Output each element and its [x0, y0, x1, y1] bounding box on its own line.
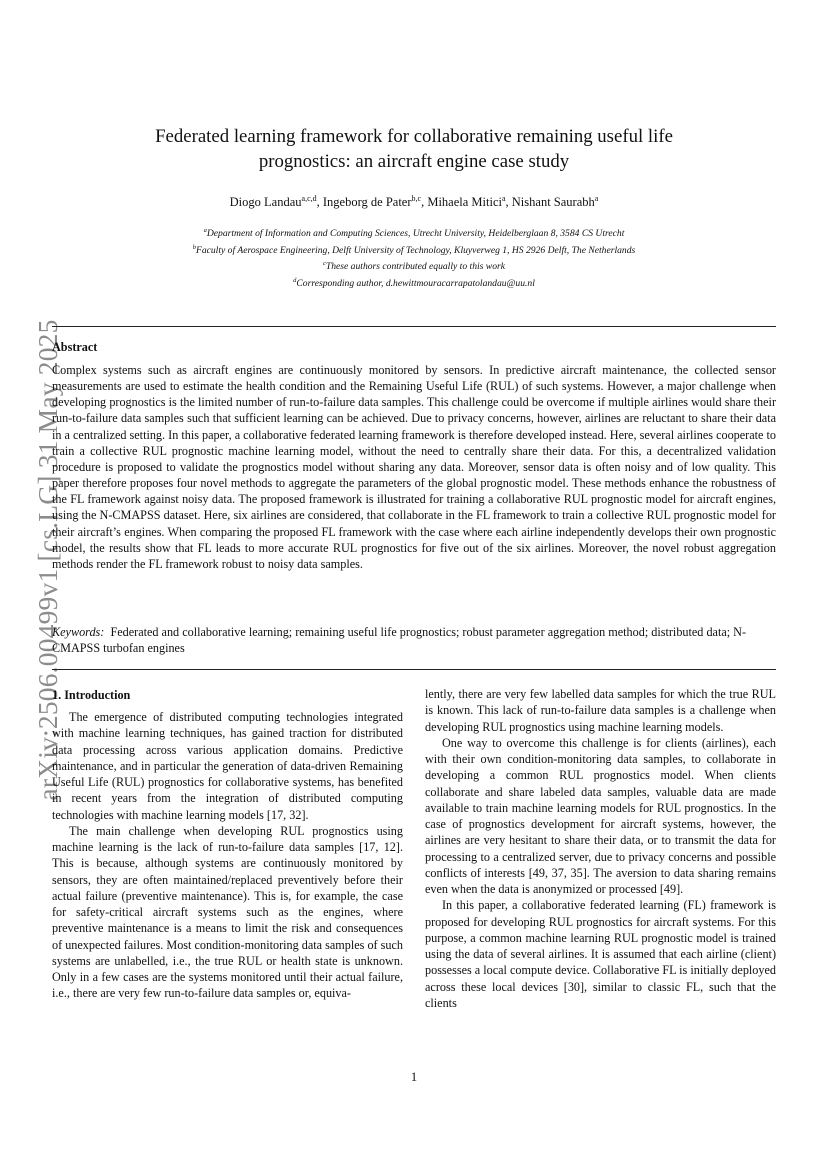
paragraph: The emergence of distributed computing technologies integrated with machine learning techniques, has gained traction for distributed data processing across various application domains. Predictive maintenance, and in particular the generation of data-driven Remaining Useful Life (RUL) prognostics for collaborative systems, has benefited in recent years from the integration of distributed computing technologies with machine learning models [17, 32]. [52, 710, 403, 822]
author-name: Mihaela Mitici [427, 195, 502, 210]
keywords [52, 624, 776, 656]
page-number: 1 [410, 1070, 418, 1084]
author-affil-marker: a,c,d [301, 194, 317, 203]
paragraph: The main challenge when developing RUL prognostics using machine learning is the lack of run-to-failure data samples [17, 12]. This is because, although systems are continuously monitored by sensors, they are often maintained/replaced preventively before their actual failure (preventive maintenance). This is, for example, the case for safety-critical aircraft systems such as the engines, where preventive maintenance is a means to limit the risk and consequences of unexpected failures. Most condition-monitoring data samples of such systems are unlabelled, i.e., the true RUL or health state is unknown. Only in a few cases are the systems monitored until their actual failure, i.e., there are very few run-to-failure data samples or, equiva- [52, 823, 403, 1001]
paragraph: In this paper, a collaborative federated learning (FL) framework is proposed for developing RUL prognostics for aircraft systems. For this purpose, a common machine learning RUL prognostic model is trained using the data of several airlines. It is assumed that each airline (client) possesses a local compute device. Collaborative FL is initially deployed across these local devices [30], similar to classic FL, such that the clients [425, 898, 776, 1010]
author-affil-marker: b,c [411, 194, 422, 203]
top-divider [52, 326, 776, 327]
section-heading: 1. Introduction [52, 688, 131, 702]
author-name: Ingeborg de Pater [322, 195, 412, 210]
author-affil-marker: a [501, 194, 506, 203]
affiliation-line: $^c$These authors contributed equally to this work [323, 260, 505, 273]
author-name: Diogo Landau [229, 195, 302, 210]
affiliation-line: $^a$Department of Information and Computing Sciences, Utrecht University, Heidelberglaan 8, 3584 CS Utrecht [203, 227, 625, 240]
keywords-text: Federated and collaborative learning; remaining useful life prognostics; robust parameter aggregation method; distributed data; N-CMAPSS turbofan engines [52, 625, 747, 656]
right-column [425, 686, 776, 1011]
abstract-body: Complex systems such as aircraft engines are continuously monitored by sensors. In predictive aircraft maintenance, the collected sensor measurements are used to estimate the health condition and the Remaining Useful Life (RUL) of such systems. However, a major challenge when developing prognostics is the limited number of run-to-failure data samples. This challenge could be overcome if multiple airlines would share their run-to-failure data samples such that sufficient learning can be achieved. Due to privacy concerns, however, airlines are reluctant to share their data in a centralized setting. In this paper, a collaborative federated learning framework is therefore developed instead. Here, several airlines cooperate to train a collective RUL prognostic machine learning model, without the need to centrally share their data. For this, a decentralized validation procedure is proposed to validate the prognostics model without sharing any data. Moreover, sensor data is often noisy and of low quality. This paper therefore proposes four novel methods to aggregate the parameters of the global prognostic model. These methods enhance the robustness of the FL framework against noisy data. The proposed framework is illustrated for training a collaborative RUL prognostic model for aircraft engines, using the N-CMAPSS dataset. Here, six airlines are considered, that collaborate in the FL framework to train a collective RUL prognostic model for their aircraft’s engines. When comparing the proposed FL framework with the case where each airline independently develops their own prognostic model, the results show that FL leads to more accurate RUL prognostics for five out of the six airlines. Moreover, the novel robust aggregation methods render the FL framework robust to noisy data samples. [52, 363, 776, 571]
author-name: Nishant Saurabh [511, 195, 595, 210]
title-line-1: Federated learning framework for collaborative remaining useful life [155, 126, 673, 147]
abstract-heading: Abstract [52, 340, 98, 354]
paragraph: lently, there are very few labelled data samples for which the true RUL is known. This lack of run-to-failure data samples is a challenge when developing RUL prognostics using machine learning models. [425, 687, 776, 734]
affiliations [60, 224, 768, 290]
affiliation-line: $^b$Faculty of Aerospace Engineering, Delft University of Technology, Kluyverweg 1, HS 2926 Delft, The Netherlands [192, 243, 636, 256]
arxiv-identifier: arXiv:2506.00499v1 [cs.LG] 31 May 2025 [32, 319, 63, 801]
paragraph: One way to overcome this challenge is for clients (airlines), each with their own condition-monitoring data samples, to collaborate in developing a common RUL prognostics model. When clients collaborate and share labeled data samples, valuable data are made available to train machine learning models for RUL prognostics. In the case of prognostics development for aircraft systems, however, the airlines are very hesitant to share their data, or to transmit the data for processing to a centralized server, due to privacy concerns and possible conflicts of interests [49, 37, 35]. The aversion to data sharing remains even when the data is anonymized or processed [49]. [425, 735, 776, 896]
author-list: Diogo Landau$^{a,c,d}$, Ingeborg de Pater$^{b,c}$, Mihaela Mitici$^a$, Nishant Saurabh$^a$ [229, 194, 599, 210]
title-line-2: prognostics: an aircraft engine case study [258, 151, 570, 172]
keywords-label: Keywords: [52, 625, 105, 639]
author-affil-marker: a [594, 194, 599, 203]
paper-title [60, 124, 768, 174]
bottom-divider [52, 669, 776, 670]
left-column [52, 686, 403, 1002]
affiliation-line: $^d$Corresponding author, d.hewittmouracarrapatolandau@uu.nl [293, 276, 535, 289]
